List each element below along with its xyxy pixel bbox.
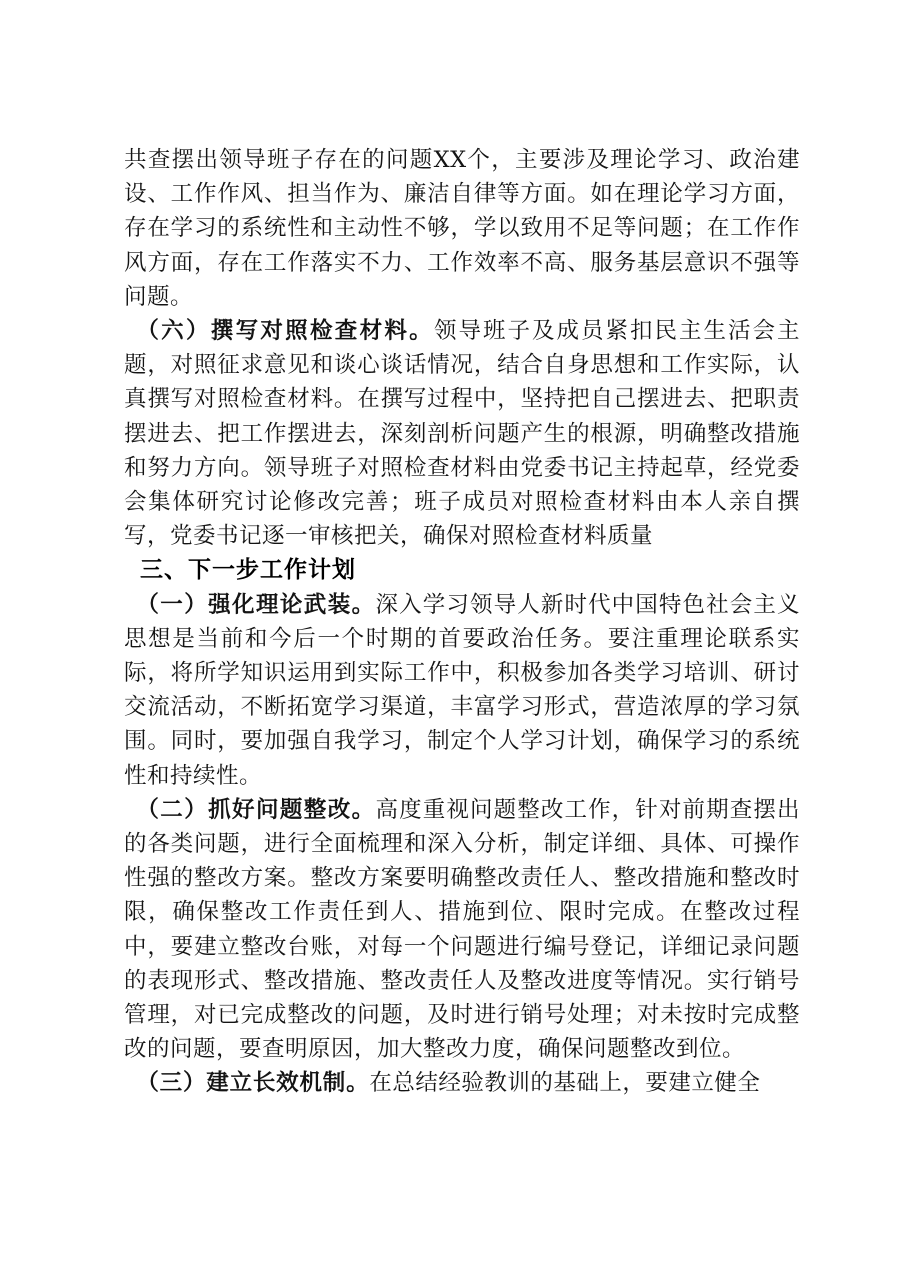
paragraph-lead-heading: （一）强化理论武装。 [136, 591, 376, 618]
paragraph-text: 在总结经验教训的基础上，要建立健全 [369, 1070, 761, 1097]
paragraph-lead-heading: （六）撰写对照检查材料。 [136, 318, 434, 345]
paragraph-long-term-mechanism [124, 1066, 800, 1100]
paragraph-lead-heading: （三）建立长效机制。 [136, 1070, 370, 1097]
paragraph-text: 深入学习领导人新时代中国特色社会主义思想是当前和今后一个时期的首要政治任务。要注重理论联系实际，将所学知识运用到实际工作中，积极参加各类学习培训、研讨交流活动，不断拓宽学习渠道，丰富学习形式，营造浓厚的学习氛围。同时，要加强自我学习，制定个人学习计划，确保学习的系统性和持续性。 [124, 591, 800, 789]
section-heading-next-steps: 三、下一步工作计划 [140, 557, 356, 584]
paragraph-self-inspection-materials [124, 314, 800, 553]
paragraph-lead-heading: （二）抓好问题整改。 [136, 796, 376, 823]
paragraph-problem-rectification [124, 793, 800, 1067]
paragraph-text: 高度重视问题整改工作，针对前期查摆出的各类问题，进行全面梳理和深入分析，制定详细、具体、可操作性强的整改方案。整改方案要明确整改责任人、整改措施和整改时限，确保整改工作责任到人、措施到位、限时完成。在整改过程中，要建立整改台账，对每一个问题进行编号登记，详细记录问题的表现形式、整改措施、整改责任人及整改进度等情况。实行销号管理，对已完成整改的问题，及时进行销号处理；对未按时完成整改的问题，要查明原因，加大整改力度，确保问题整改到位。 [124, 796, 800, 1063]
paragraph-problems-found [124, 143, 800, 314]
paragraph-text: 共查摆出领导班子存在的问题XX个，主要涉及理论学习、政治建设、工作作风、担当作为、廉洁自律等方面。如在理论学习方面，存在学习的系统性和主动性不够，学以致用不足等问题；在工作作风方面，存在工作落实不力、工作效率不高、服务基层意识不强等问题。 [124, 147, 800, 310]
document-body [124, 143, 800, 1101]
paragraph-text: 领导班子及成员紧扣民主生活会主题，对照征求意见和谈心谈话情况，结合自身思想和工作实际，认真撰写对照检查材料。在撰写过程中，坚持把自己摆进去、把职责摆进去、把工作摆进去，深刻剖析问题产生的根源，明确整改措施和努力方向。领导班子对照检查材料由党委书记主持起草，经党委会集体研究讨论修改完善；班子成员对照检查材料由本人亲自撰写，党委书记逐一审核把关，确保对照检查材料质量 [124, 318, 800, 550]
paragraph-theory-study [124, 588, 800, 793]
